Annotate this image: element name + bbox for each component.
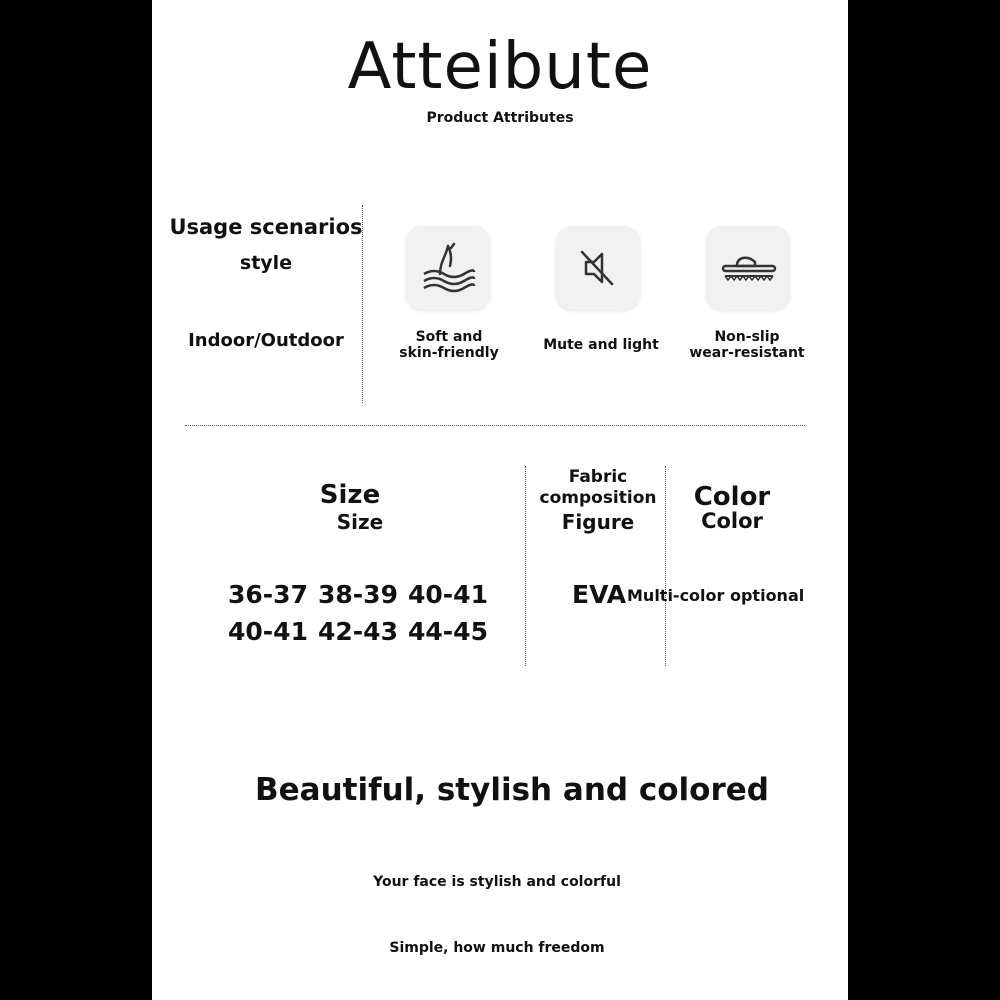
size-value: 36-37 <box>228 580 308 609</box>
size-value: 38-39 <box>318 580 398 609</box>
size-subheading: Size <box>336 510 384 534</box>
usage-scenarios-label: Usage scenarios <box>169 215 363 239</box>
size-divider <box>525 466 526 666</box>
section-divider <box>185 425 805 426</box>
page-title: Atteibute <box>347 30 653 104</box>
page-subtitle: Product Attributes <box>426 110 574 126</box>
size-value: 40-41 <box>408 580 488 609</box>
feature-soft-line1: Soft and <box>415 329 483 345</box>
style-label: style <box>239 252 293 274</box>
feature-nonslip-line2: wear-resistant <box>689 345 805 361</box>
color-heading: Color <box>693 482 771 512</box>
feature-mute-label: Mute and light <box>543 337 659 353</box>
color-subheading: Color <box>701 509 763 533</box>
mute-icon <box>556 226 640 310</box>
slogan-line-2: Simple, how much freedom <box>389 940 605 956</box>
color-value: Multi-color optional <box>627 586 805 605</box>
feature-nonslip-line1: Non-slip <box>714 329 780 345</box>
size-value: 42-43 <box>318 617 398 646</box>
fabric-heading-line3: Figure <box>561 510 635 534</box>
feature-nonslip-label <box>672 329 822 361</box>
size-value: 44-45 <box>408 617 488 646</box>
usage-divider <box>362 205 363 403</box>
fabric-value: EVA <box>572 580 627 609</box>
size-heading: Size <box>319 480 381 510</box>
non-slip-sole-icon <box>706 226 790 310</box>
wave-hand-icon <box>406 226 490 310</box>
feature-soft-line2: skin-friendly <box>399 345 499 361</box>
fabric-divider <box>665 466 666 666</box>
slogan-heading: Beautiful, stylish and colored <box>255 772 769 808</box>
size-value: 40-41 <box>228 617 308 646</box>
fabric-heading-line2: composition <box>539 488 657 508</box>
attribute-card <box>152 0 848 1000</box>
fabric-heading-line1: Fabric <box>568 467 628 487</box>
feature-soft-label <box>374 329 524 361</box>
slogan-line-1: Your face is stylish and colorful <box>373 874 621 890</box>
usage-value: Indoor/Outdoor <box>188 330 344 351</box>
